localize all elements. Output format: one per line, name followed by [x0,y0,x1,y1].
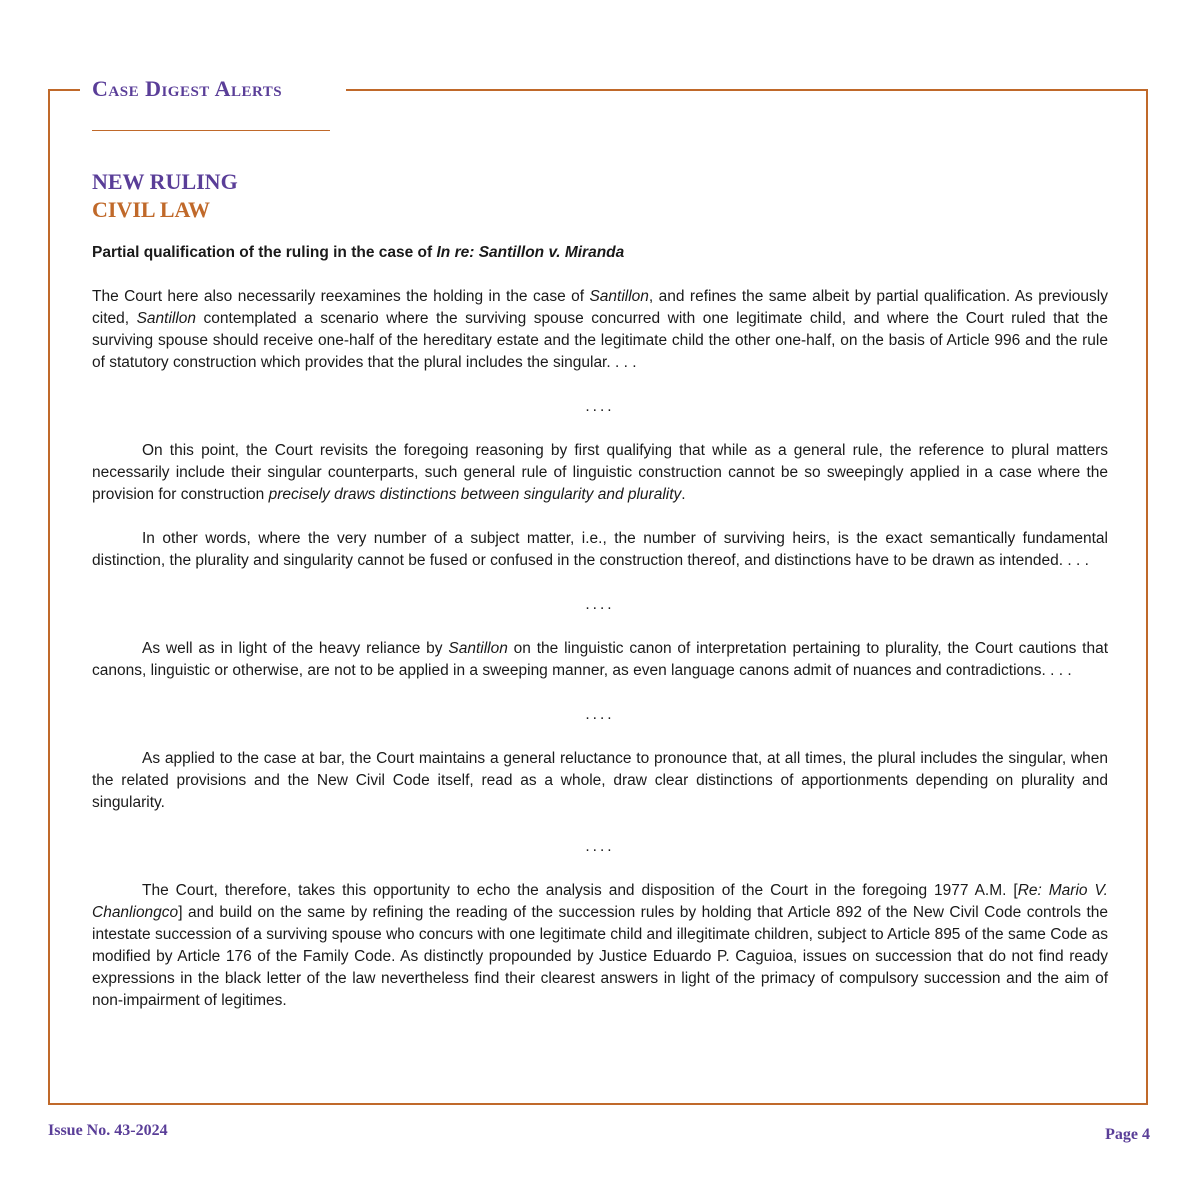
ellipsis-separator: .... [585,838,615,855]
section-title [92,168,238,224]
ellipsis-separator: .... [585,706,615,723]
ellipsis-separator: .... [585,596,615,613]
paragraph-5: As applied to the case at bar, the Court maintains a general reluctance to pronounce that, at all times, the plural includes the singular, when the related provisions and the New Civil Code itself, read as a whole, draw clear distinctions of apportionments depending on plurality and singularity. [92,750,1108,811]
section-label-new-ruling: NEW RULING [92,169,238,194]
paragraph-4: As well as in light of the heavy reliance by Santillon on the linguistic canon of interpretation pertaining to plurality, the Court cautions that canons, linguistic or otherwise, are not to be applied in a sweeping manner, as even language canons admit of nuances and contradictions. . . . [92,640,1108,679]
article-subheading [92,242,1108,264]
article-body [92,242,1108,1034]
subheading-text: Partial qualification of the ruling in the case of [92,244,437,261]
paragraph-2: On this point, the Court revisits the foregoing reasoning by first qualifying that while as a general rule, the reference to plural matters necessarily include their singular counterparts, such general rule of linguistic construction cannot be so sweepingly applied in a case where the provision for construction precisely draws distinctions between singularity and plurality. [92,442,1108,503]
paragraph-3: In other words, where the very number of a subject matter, i.e., the number of surviving heirs, is the exact semantically fundamental distinction, the plurality and singularity cannot be fused or confused in the construction thereof, and distinctions have to be drawn as intended. . . . [92,530,1108,569]
header-title: Case Digest Alerts [80,76,296,102]
issue-number: Issue No. 43-2024 [48,1122,168,1139]
paragraph-1: The Court here also necessarily reexamines the holding in the case of Santillon, and refines the same albeit by partial qualification. As previously cited, Santillon contemplated a scenario where the surviving spouse concurred with one legitimate child, and where the Court ruled that the surviving spouse should receive one-half of the hereditary estate and the legitimate child the other one-half, on the basis of Article 996 and the rule of statutory construction which provides that the plural includes the singular. . . . [92,288,1109,371]
header-rule [92,130,330,131]
subheading-case-name: In re: Santillon v. Miranda [436,244,625,261]
page-number: Page 4 [1105,1126,1150,1143]
paragraph-6: The Court, therefore, takes this opportunity to echo the analysis and disposition of the Court in the foregoing 1977 A.M. [Re: Mario V. Chanliongco] and build on the same by refining the reading of the succession rules by holding that Article 892 of the New Civil Code controls the intestate succession of a surviving spouse who concurs with one legitimate child and illegitimate children, subject to Article 895 of the same Code as modified by Article 176 of the Family Code. As distinctly propounded by Justice Eduardo P. Caguioa, issues on succession that do not find ready expressions in the black letter of the law nevertheless find their clearest answers in light of the primacy of compulsory succession and the aim of non-impairment of legitimes. [92,882,1108,1009]
ellipsis-separator: .... [585,398,615,415]
section-label-civil-law: CIVIL LAW [92,197,210,222]
